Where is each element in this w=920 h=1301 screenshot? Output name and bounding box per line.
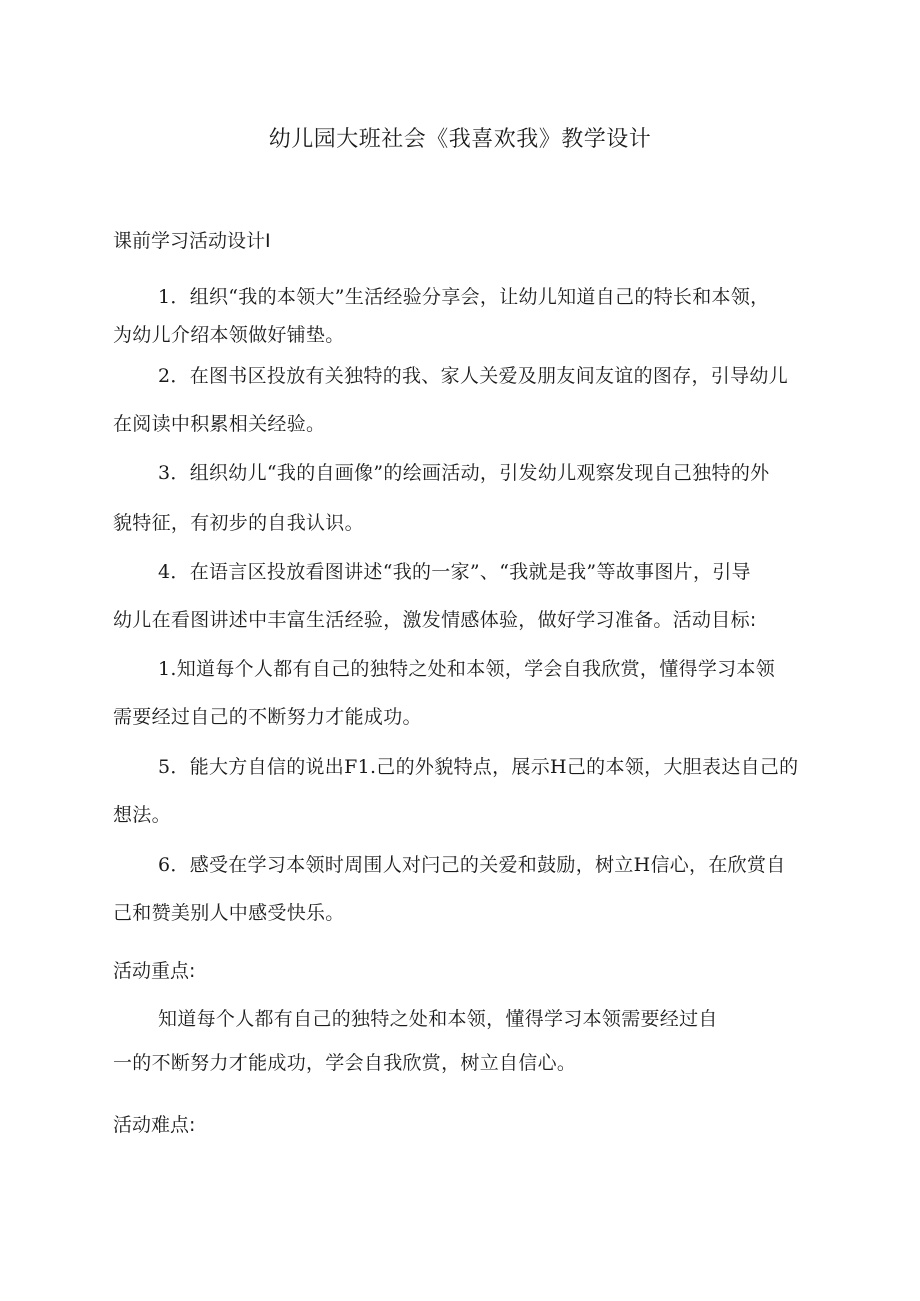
section-heading-goals: 活动目标: [672,609,757,631]
list-item [113,553,813,639]
list-item [113,454,813,542]
goal-item-line: 想法。 [113,804,171,826]
goal-item-line: 需要经过自己的不断努力才能成功。 [113,706,422,728]
key-points-line: 一的不断努力才能成功，学会自我欣赏，树立自信心。 [113,1052,577,1074]
section-heading-key-points: 活动重点: [113,960,196,982]
list-item-line: 在阅读中积累相关经验。 [113,413,326,435]
goal-item-line: 5．能大方自信的说出F1.己的外貌特点，展示H己的本领，大胆表达自己的 [158,756,799,778]
goal-item-line: 己和赞美别人中感受快乐。 [113,902,345,924]
list-item-line: 4．在语言区投放看图讲述“我的一家”、“我就是我”等故事图片，引导 [158,561,751,583]
document-title: 幼儿园大班社会《我喜欢我》教学设计 [268,127,652,152]
list-item-line: 貌特征，有初步的自我认识。 [113,512,364,534]
list-item [113,357,813,443]
goal-item-line: 1.知道每个人都有自己的独特之处和本领，学会自我欣赏，懂得学习本领 [158,658,776,680]
list-item-line: 2．在图书区投放有关独特的我、家人关爱及朋友间友谊的图存，引导幼儿 [158,365,788,387]
list-item [113,278,813,354]
goal-item [113,650,813,736]
list-item-line: 3．组织幼儿“我的自画像”的绘画活动，引发幼儿观察发现自己独特的外 [158,462,770,484]
list-item-line: 为幼儿介绍本领做好铺垫。 [113,324,345,346]
section-heading-difficulties: 活动难点: [113,1114,196,1136]
list-item-text: 幼儿在看图讲述中丰富生活经验，激发情感体验，做好学习准备。 [113,609,673,631]
key-points-line: 知道每个人都有自己的独特之处和本领，懂得学习本领需要经过自 [158,1008,718,1030]
goal-item [113,846,813,932]
goal-item [113,748,813,834]
key-points-paragraph [113,1000,813,1082]
section-heading-pre-class: 课前学习活动设计I [113,230,271,252]
list-item-line: 1．组织“我的本领大”生活经验分享会，让幼儿知道自己的特长和本领， [158,286,770,308]
list-item-line [113,601,813,639]
goal-item-line: 6．感受在学习本领时周围人对闩己的关爱和鼓励，树立H信心，在欣赏自 [158,854,786,876]
